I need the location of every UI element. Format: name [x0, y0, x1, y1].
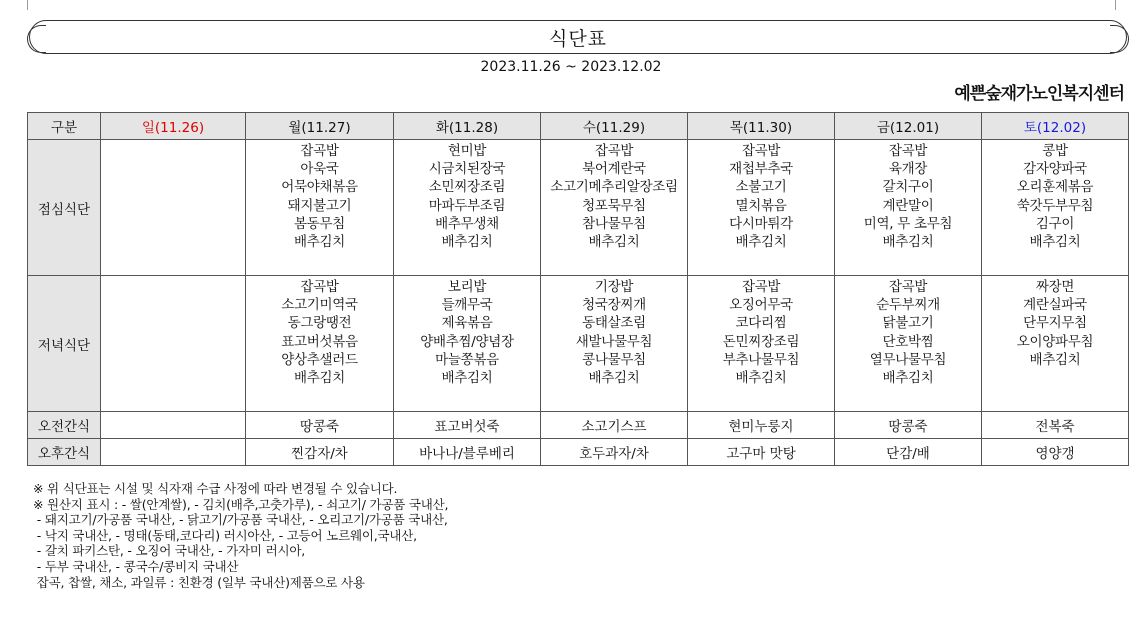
dish-item: 갈치구이 [882, 179, 934, 196]
dish-item: 순두부찌개 [876, 297, 940, 314]
dish-item: 육개장 [888, 161, 928, 178]
organization-name: 예쁜숲재가노인복지센터 [954, 84, 1124, 104]
snack-cell: 단감/배 [835, 439, 982, 466]
dish-item: 멸치볶음 [735, 197, 787, 214]
document-title: 식단표 [548, 27, 608, 50]
menu-cell [982, 140, 1129, 276]
dish-item: 동그랑땡전 [287, 315, 352, 332]
dish-item: 시금치된장국 [428, 161, 506, 178]
dish-item: 잡곡밥 [888, 279, 928, 295]
dish-item: 잡곡밥 [300, 143, 339, 159]
note-line: - 돼지고기/가공품 국내산, - 닭고기/가공품 국내산, - 오리고기/가공품 국내산, [33, 512, 448, 528]
dish-item: 새발나물무침 [575, 333, 653, 350]
dish-item: 배추무생채 [435, 215, 499, 232]
dish-item: 배추김치 [294, 234, 345, 251]
dish-item: 봄동무침 [294, 215, 345, 232]
day-header: 화(11.28) [394, 113, 541, 140]
dish-item: 단무지무침 [1023, 315, 1087, 332]
dish-item: 마늘쫑볶음 [435, 351, 499, 368]
snack-cell: 소고기스프 [541, 412, 688, 439]
dish-item: 배추김치 [882, 234, 934, 251]
dish-item: 청국장찌개 [582, 297, 646, 314]
day-header: 금(12.01) [835, 113, 982, 140]
dish-item: 소고기미역국 [281, 297, 358, 314]
note-line: - 낙지 국내산, - 명태(동태,코다리) 러시아산, - 고등어 노르웨이,국내산, [33, 527, 417, 543]
snack-cell [101, 439, 246, 466]
dish-item: 기장밥 [594, 279, 634, 295]
snack-cell: 고구마 맛탕 [688, 439, 835, 466]
dish-item: 동태살조림 [582, 315, 646, 332]
dish-item: 닭불고기 [882, 315, 934, 332]
note-line: ※ 위 식단표는 시설 및 식자재 수급 사정에 따라 변경될 수 있습니다. [33, 481, 398, 496]
dish-item: 아욱국 [300, 161, 339, 178]
menu-cell [688, 276, 835, 412]
dish-item: 참나물무침 [582, 215, 646, 232]
menu-cell [835, 276, 982, 412]
dish-item: 마파두부조림 [428, 197, 506, 214]
table-header-row [28, 113, 1129, 140]
snack-cell: 땅콩죽 [835, 412, 982, 439]
dish-item: 잡곡밥 [741, 143, 781, 159]
menu-cell [835, 140, 982, 276]
dish-item: 배추김치 [1029, 351, 1081, 368]
table-row-am-snack [28, 412, 1129, 439]
dish-item: 배추김치 [588, 234, 640, 251]
dish-item: 양상추샐러드 [281, 351, 358, 368]
menu-cell [101, 140, 246, 276]
dish-item: 콩밥 [1042, 143, 1068, 159]
dish-item: 오리훈제볶음 [1016, 179, 1094, 196]
day-header: 일(11.26) [101, 113, 246, 140]
dish-item: 양배추찜/양념장 [420, 333, 514, 350]
snack-cell: 땅콩죽 [246, 412, 394, 439]
note-line: 잡곡, 찹쌀, 채소, 과일류 : 친환경 (일부 국내산)제품으로 사용 [33, 574, 365, 590]
dish-item: 배추김치 [294, 370, 345, 387]
table-row-lunch [28, 140, 1129, 276]
snack-cell: 찐감자/차 [246, 439, 394, 466]
dish-item: 현미밥 [447, 143, 487, 159]
dish-item: 소민찌장조림 [428, 179, 506, 196]
dish-item: 잡곡밥 [594, 143, 634, 159]
dish-item: 단호박찜 [882, 333, 934, 350]
note-line: ※ 원산지 표시 : - 쌀(안계쌀), - 김치(배추,고춧가루), - 쇠고기/ 가공품 국내산, [33, 496, 449, 512]
dish-item: 콩나물무침 [582, 351, 646, 368]
snack-cell: 바나나/블루베리 [394, 439, 541, 466]
dish-item: 배추김치 [1029, 234, 1081, 251]
menu-cell [688, 140, 835, 276]
day-header: 토(12.02) [982, 113, 1129, 140]
snack-cell [101, 412, 246, 439]
dish-item: 북어계란국 [582, 161, 646, 178]
row-label-pm-snack: 오후간식 [28, 439, 101, 466]
dish-item: 배추김치 [735, 234, 787, 251]
dish-item: 배추김치 [441, 370, 493, 387]
dish-item: 오이양파무침 [1016, 333, 1094, 350]
menu-cell [101, 276, 246, 412]
dish-item: 들깨무국 [441, 297, 493, 314]
row-label-am-snack: 오전간식 [28, 412, 101, 439]
snack-cell: 호두과자/차 [541, 439, 688, 466]
dish-item: 감자양파국 [1023, 161, 1087, 178]
menu-cell [982, 276, 1129, 412]
dish-item: 김구이 [1035, 215, 1075, 232]
menu-cell [541, 140, 688, 276]
dish-item: 청포묵무침 [582, 197, 646, 214]
dish-item: 소불고기 [735, 179, 787, 196]
snack-cell: 표고버섯죽 [394, 412, 541, 439]
dish-item: 배추김치 [588, 370, 640, 387]
menu-cell [394, 140, 541, 276]
dish-item: 소고기메추리알장조림 [550, 179, 678, 196]
menu-cell [541, 276, 688, 412]
note-line: - 갈치 파키스탄, - 오징어 국내산, - 가자미 러시아, [33, 543, 305, 559]
dish-item: 돼지불고기 [287, 197, 352, 214]
row-label-dinner: 저녁식단 [28, 276, 101, 412]
table-row-dinner [28, 276, 1129, 412]
menu-cell [246, 276, 394, 412]
dish-item: 재첩부추국 [729, 161, 793, 178]
dish-item: 잡곡밥 [741, 279, 781, 295]
notes-section [33, 481, 448, 590]
dish-item: 제육볶음 [441, 315, 493, 332]
dish-item: 잡곡밥 [300, 279, 339, 295]
day-header: 수(11.29) [541, 113, 688, 140]
dish-item: 부추나물무침 [722, 351, 800, 368]
page-corner-mark-left [27, 0, 37, 10]
dish-item: 미역, 무 초무침 [863, 215, 953, 232]
day-header: 목(11.30) [688, 113, 835, 140]
dish-item: 계란실파국 [1023, 297, 1087, 314]
dish-item: 배추김치 [735, 370, 787, 387]
menu-cell [246, 140, 394, 276]
snack-cell: 현미누룽지 [688, 412, 835, 439]
dish-item: 오징어무국 [729, 297, 793, 314]
dish-item: 보리밥 [447, 279, 487, 295]
weekly-menu-table [27, 112, 1129, 466]
dish-item: 다시마튀각 [729, 215, 793, 232]
row-label-lunch: 점심식단 [28, 140, 101, 276]
dish-item: 짜장면 [1035, 279, 1075, 295]
title-banner [29, 20, 1127, 54]
dish-item: 어묵야채볶음 [281, 179, 358, 196]
dish-item: 돈민찌장조림 [722, 333, 800, 350]
dish-item: 배추김치 [441, 234, 493, 251]
page-corner-mark-right [1106, 0, 1116, 10]
day-header: 월(11.27) [246, 113, 394, 140]
dish-item: 계란말이 [882, 197, 934, 214]
dish-item: 열무나물무침 [869, 351, 947, 368]
snack-cell: 전복죽 [982, 412, 1129, 439]
header-label: 구분 [28, 113, 101, 140]
menu-period: 2023.11.26 ~ 2023.12.02 [480, 59, 662, 75]
note-line: - 두부 국내산, - 콩국수/콩비지 국내산 [33, 558, 239, 574]
dish-item: 잡곡밥 [888, 143, 928, 159]
dish-item: 코다리찜 [735, 315, 787, 332]
dish-item: 배추김치 [882, 370, 934, 387]
dish-item: 표고버섯볶음 [281, 333, 358, 350]
snack-cell: 영양갱 [982, 439, 1129, 466]
menu-cell [394, 276, 541, 412]
dish-item: 쑥갓두부무침 [1016, 197, 1094, 214]
table-row-pm-snack [28, 439, 1129, 466]
